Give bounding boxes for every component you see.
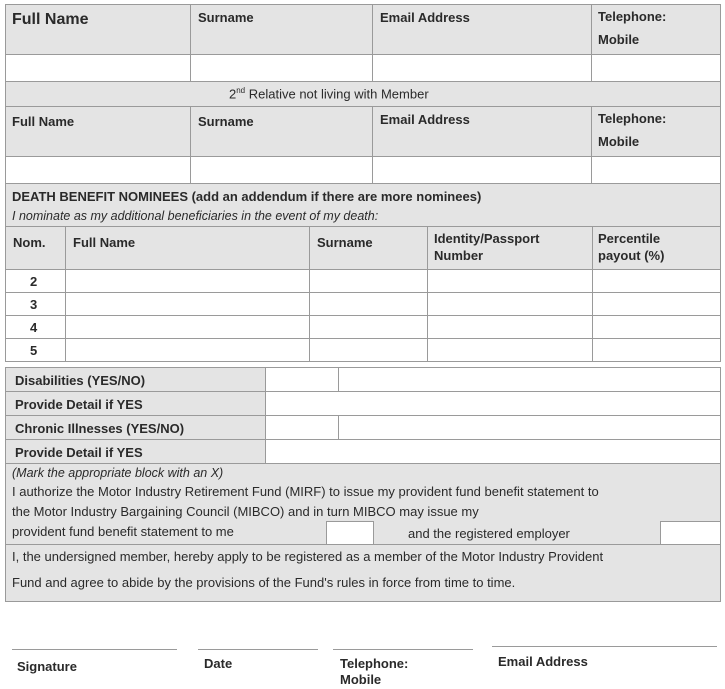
nominee-full-name-field[interactable]: [65, 292, 310, 316]
nominee-percent-field[interactable]: [592, 269, 721, 293]
surname-label: Surname: [198, 114, 254, 129]
chronic-illnesses-label: Chronic Illnesses (YES/NO): [15, 421, 185, 436]
mobile-label: Mobile: [598, 32, 640, 47]
surname-field[interactable]: [190, 156, 373, 184]
signature-label: Signature: [17, 659, 77, 674]
surname-field[interactable]: [190, 54, 373, 82]
id-label-line1: Identity/Passport: [434, 231, 540, 246]
chronic-yes-no-field[interactable]: [265, 415, 339, 440]
nominee-percent-field[interactable]: [592, 338, 721, 362]
disabilities-extra-field[interactable]: [338, 367, 721, 392]
email-line[interactable]: [492, 646, 717, 647]
nominee-id-field[interactable]: [427, 315, 593, 339]
percent-label-line1: Percentile: [598, 231, 661, 246]
telephone-label: Telephone:: [340, 656, 409, 671]
mark-note: (Mark the appropriate block with an X): [12, 466, 224, 480]
full-name-field[interactable]: [5, 54, 191, 82]
nominee-number: 2: [30, 274, 38, 289]
relative2-title: 2nd Relative not living with Member: [229, 86, 429, 102]
declaration-line2: Fund and agree to abide by the provisions of the Fund's rules in force from time to time.: [12, 575, 516, 590]
authorization-line1: I authorize the Motor Industry Retirement Fund (MIRF) to issue my provident fund benefit statement to: [12, 484, 599, 499]
authorization-line2: the Motor Industry Bargaining Council (MIBCO) and in turn MIBCO may issue my: [12, 504, 479, 519]
provide-detail-label: Provide Detail if YES: [15, 397, 143, 412]
email-label: Email Address: [380, 10, 470, 25]
telephone-line[interactable]: [333, 649, 473, 650]
full-name-label: Full Name: [12, 114, 75, 129]
nominee-id-field[interactable]: [427, 292, 593, 316]
nominee-number: 5: [30, 343, 38, 358]
id-label-line2: Number: [434, 248, 484, 263]
nominee-surname-field[interactable]: [309, 269, 428, 293]
disabilities-yes-no-field[interactable]: [265, 367, 339, 392]
declaration-line1: I, the undersigned member, hereby apply to be registered as a member of the Motor Industry Provident: [12, 549, 604, 564]
percent-label-line2: payout (%): [598, 248, 665, 263]
telephone-label: Telephone:: [598, 111, 667, 126]
nominee-number: 4: [30, 320, 38, 335]
telephone-field[interactable]: [591, 54, 721, 82]
nominee-surname-field[interactable]: [309, 315, 428, 339]
member-checkbox[interactable]: [326, 521, 374, 545]
nominee-id-field[interactable]: [427, 269, 593, 293]
nominee-full-name-field[interactable]: [65, 315, 310, 339]
surname-label: Surname: [317, 235, 373, 250]
nominee-percent-field[interactable]: [592, 292, 721, 316]
email-field[interactable]: [372, 156, 592, 184]
nominee-surname-field[interactable]: [309, 292, 428, 316]
email-field[interactable]: [372, 54, 592, 82]
email-label: Email Address: [380, 112, 470, 127]
nominee-percent-field[interactable]: [592, 315, 721, 339]
nominee-number: 3: [30, 297, 38, 312]
employer-option-label: and the registered employer: [408, 526, 570, 541]
authorization-line3: provident fund benefit statement to me: [12, 524, 234, 539]
full-name-field[interactable]: [5, 156, 191, 184]
date-label: Date: [204, 656, 233, 671]
date-line[interactable]: [198, 649, 318, 650]
chronic-extra-field[interactable]: [338, 415, 721, 440]
provide-detail-label: Provide Detail if YES: [15, 445, 143, 460]
nom-label: Nom.: [13, 235, 46, 250]
email-label: Email Address: [498, 654, 588, 669]
full-name-label: Full Name: [12, 11, 89, 28]
telephone-label: Telephone:: [598, 9, 667, 24]
employer-checkbox[interactable]: [660, 521, 721, 545]
nominee-full-name-field[interactable]: [65, 269, 310, 293]
disabilities-detail-field[interactable]: [265, 391, 721, 416]
nominees-subtitle: I nominate as my additional beneficiaries in the event of my death:: [12, 209, 379, 223]
nominees-title: DEATH BENEFIT NOMINEES (add an addendum if there are more nominees): [12, 189, 482, 204]
surname-label: Surname: [198, 10, 254, 25]
nominee-id-field[interactable]: [427, 338, 593, 362]
telephone-field[interactable]: [591, 156, 721, 184]
disabilities-label: Disabilities (YES/NO): [15, 373, 146, 388]
nominee-full-name-field[interactable]: [65, 338, 310, 362]
signature-line[interactable]: [12, 649, 177, 650]
nominee-surname-field[interactable]: [309, 338, 428, 362]
chronic-detail-field[interactable]: [265, 439, 721, 464]
full-name-label: Full Name: [73, 235, 136, 250]
mobile-label: Mobile: [598, 134, 640, 149]
mobile-label: Mobile: [340, 672, 382, 687]
